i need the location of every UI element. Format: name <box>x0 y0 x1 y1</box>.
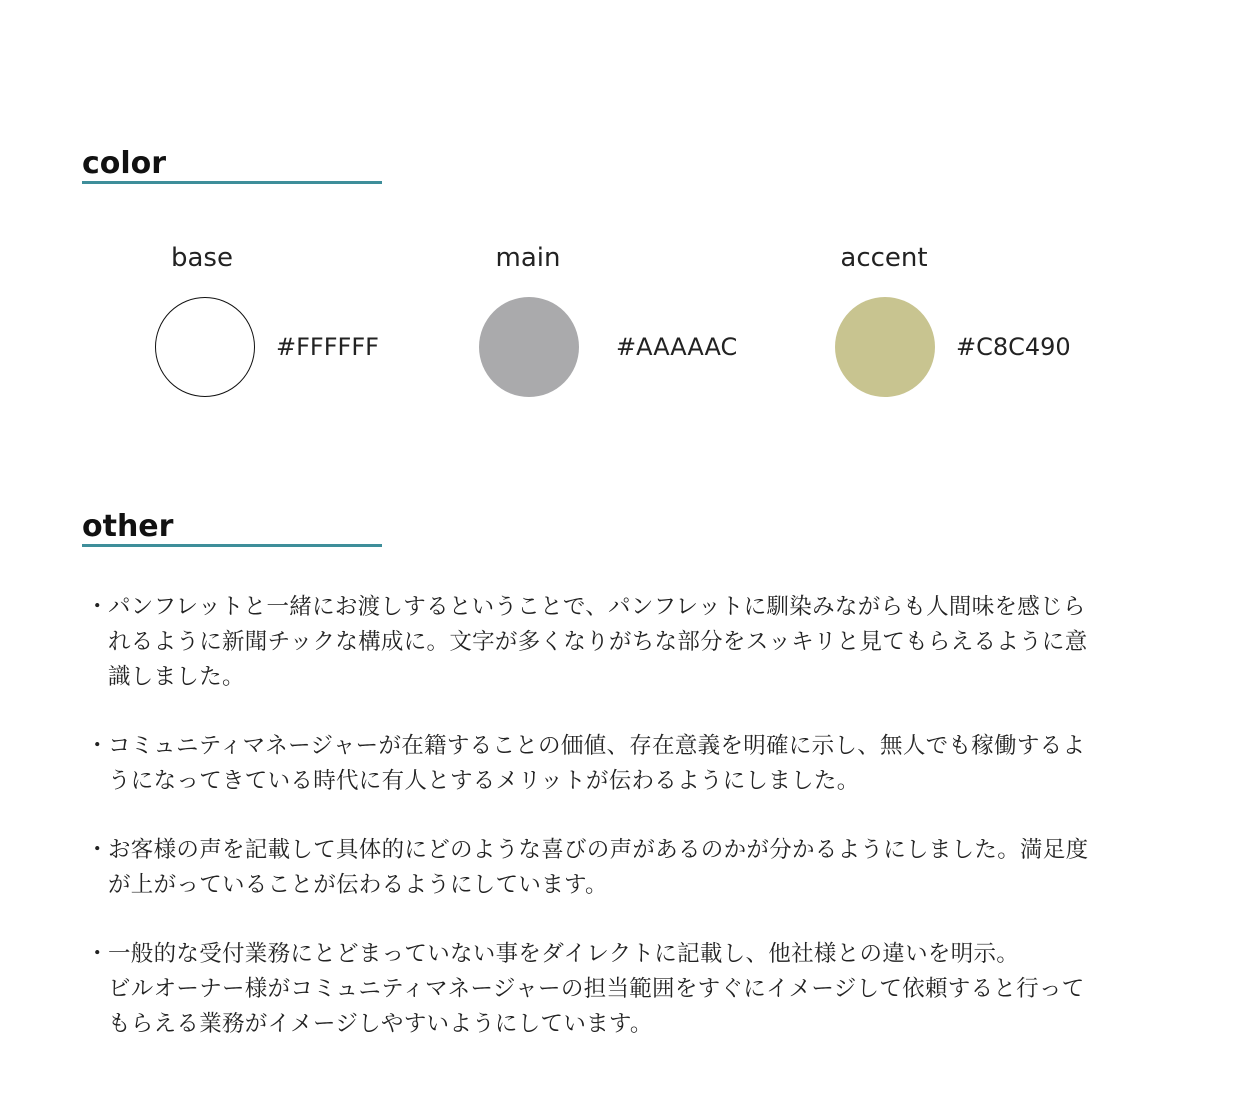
swatch-hex-base: #FFFFFF <box>276 333 379 361</box>
section-title-other: other <box>82 509 174 544</box>
notes-list <box>82 590 1212 1076</box>
note-line: コミュニティマネージャーが在籍することの価値、存在意義を明確に示し、無人でも稼働するよ <box>108 733 1086 759</box>
note-line: うになってきている時代に有人とするメリットが伝わるようにしました。 <box>108 768 860 794</box>
heading-underline <box>82 181 382 184</box>
section-heading-other <box>82 509 382 545</box>
note-bullet: ・ <box>86 733 109 759</box>
section-title-color: color <box>82 146 167 181</box>
swatch-circle-accent <box>835 297 935 397</box>
swatch-hex-main: #AAAAAC <box>616 333 738 361</box>
heading-underline <box>82 544 382 547</box>
note-line: もらえる業務がイメージしやすいようにしています。 <box>108 1011 653 1037</box>
note-line: パンフレットと一緒にお渡しするということで、パンフレットに馴染みながらも人間味を感じら <box>108 594 1086 620</box>
swatch-label-main: main <box>495 243 561 273</box>
note-bullet: ・ <box>86 941 109 967</box>
swatch-circle-main <box>479 297 579 397</box>
note-bullet: ・ <box>86 837 109 863</box>
note-line: ビルオーナー様がコミュニティマネージャーの担当範囲をすぐにイメージして依頼すると行って <box>108 976 1085 1002</box>
note-line: 識しました。 <box>108 664 245 690</box>
swatch-circle-base <box>155 297 255 397</box>
note-item <box>82 729 1212 799</box>
note-item <box>82 590 1212 695</box>
note-line: れるように新聞チックな構成に。文字が多くなりがちな部分をスッキリと見てもらえるように意 <box>108 629 1088 655</box>
note-line: 一般的な受付業務にとどまっていない事をダイレクトに記載し、他社様との違いを明示。 <box>108 941 1020 967</box>
note-line: お客様の声を記載して具体的にどのような喜びの声があるのかが分かるようにしました。満足度 <box>108 837 1089 863</box>
note-item <box>82 937 1212 1042</box>
note-bullet: ・ <box>86 594 109 620</box>
swatch-hex-accent: #C8C490 <box>956 333 1071 361</box>
section-heading-color <box>82 146 382 182</box>
swatch-label-accent: accent <box>840 243 928 273</box>
swatch-label-base: base <box>171 243 233 273</box>
note-line: が上がっていることが伝わるようにしています。 <box>108 872 608 898</box>
note-item <box>82 833 1212 903</box>
